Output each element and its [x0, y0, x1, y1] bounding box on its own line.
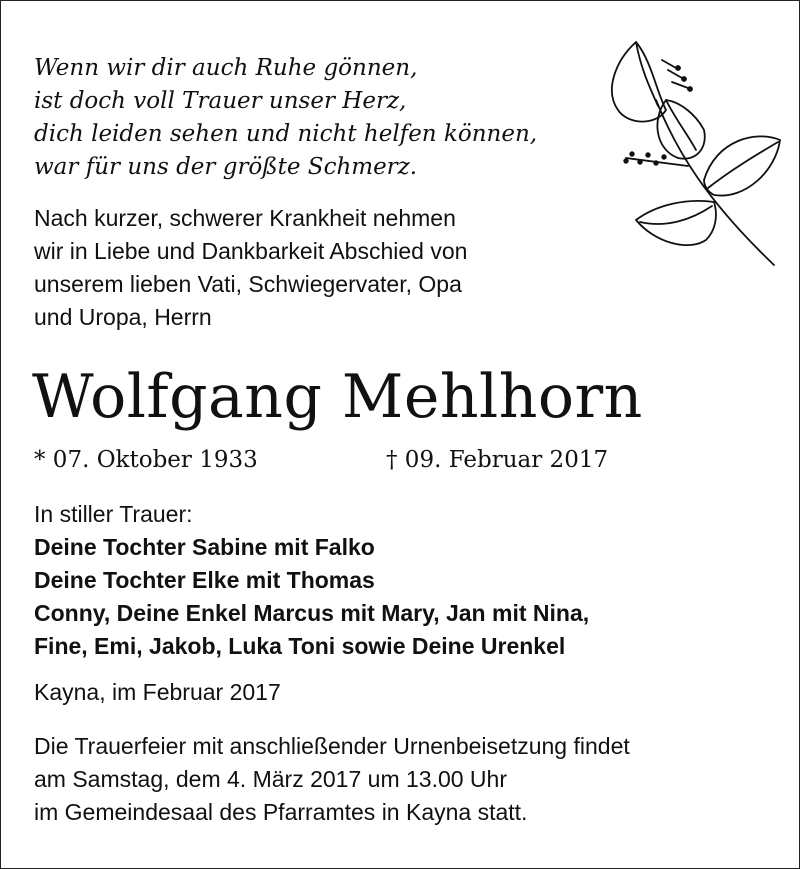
- service-line: Die Trauerfeier mit anschließender Urnenbeisetzung findet: [34, 733, 630, 759]
- poem-line: war für uns der größte Schmerz.: [34, 154, 418, 180]
- intro-line: und Uropa, Herrn: [34, 304, 212, 330]
- intro-line: Nach kurzer, schwerer Krankheit nehmen: [34, 205, 456, 231]
- place-and-date: Kayna, im Februar 2017: [34, 679, 281, 705]
- service-line: am Samstag, dem 4. März 2017 um 13.00 Uhr: [34, 766, 507, 792]
- service-line: im Gemeindesaal des Pfarramtes in Kayna statt.: [34, 799, 528, 825]
- poem-line: Wenn wir dir auch Ruhe gönnen,: [34, 55, 418, 81]
- life-dates: [34, 444, 609, 477]
- mourners-list: [34, 531, 589, 663]
- poem-line: ist doch voll Trauer unser Herz,: [34, 88, 407, 114]
- mourners-label: In stiller Trauer:: [34, 501, 193, 527]
- service-info: [34, 730, 630, 829]
- mourner-line: Deine Tochter Sabine mit Falko: [34, 534, 375, 560]
- deceased-name: Wolfgang Mehlhorn: [32, 362, 643, 432]
- intro-line: wir in Liebe und Dankbarkeit Abschied von: [34, 238, 468, 264]
- mourner-line: Conny, Deine Enkel Marcus mit Mary, Jan mit Nina,: [34, 600, 590, 626]
- mourner-line: Deine Tochter Elke mit Thomas: [34, 567, 375, 593]
- mourner-line: Fine, Emi, Jakob, Luka Toni sowie Deine Urenkel: [34, 633, 566, 659]
- calla-lily-icon: [596, 30, 786, 270]
- intro-text: [34, 202, 467, 334]
- birth-date: * 07. Oktober 1933: [34, 447, 258, 473]
- intro-line: unserem lieben Vati, Schwiegervater, Opa: [34, 271, 462, 297]
- memorial-poem: [34, 52, 537, 184]
- death-date: † 09. Februar 2017: [386, 447, 609, 473]
- poem-line: dich leiden sehen und nicht helfen können,: [34, 121, 538, 147]
